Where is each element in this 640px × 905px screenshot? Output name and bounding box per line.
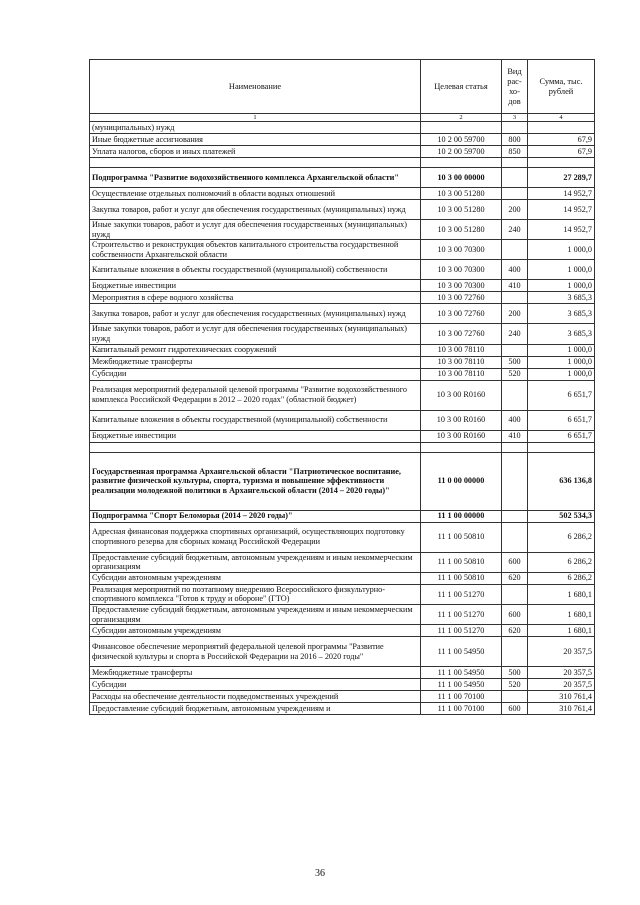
- row-target-article-cell: 10 3 00 70300: [421, 240, 502, 260]
- table-row: [90, 188, 595, 200]
- row-expense-type-cell: 500: [502, 667, 528, 679]
- row-sum-cell: 67,9: [528, 134, 595, 146]
- row-target-article-cell: 11 1 00 70100: [421, 703, 502, 715]
- row-name-cell: Предоставление субсидий бюджетным, автономным учреждениям и иным некоммерческим организациям: [90, 552, 421, 572]
- row-sum-cell: 6 286,2: [528, 552, 595, 572]
- row-sum-cell: 502 534,3: [528, 510, 595, 522]
- table-row: [90, 168, 595, 188]
- table-row: [90, 703, 595, 715]
- table-row: [90, 380, 595, 410]
- row-target-article-cell: [421, 122, 502, 134]
- row-sum-cell: 20 357,5: [528, 667, 595, 679]
- table-row: [90, 410, 595, 430]
- table-row: [90, 584, 595, 604]
- row-name-cell: Бюджетные инвестиции: [90, 430, 421, 442]
- table-row: [90, 292, 595, 304]
- row-name-cell: Расходы на обеспечение деятельности подведомственных учреждений: [90, 691, 421, 703]
- row-target-article-cell: 11 1 00 51270: [421, 604, 502, 624]
- spacer-cell: [90, 158, 421, 168]
- row-sum-cell: 1 680,1: [528, 625, 595, 637]
- row-target-article-cell: 10 3 00 72760: [421, 292, 502, 304]
- row-target-article-cell: 10 3 00 51280: [421, 188, 502, 200]
- row-expense-type-cell: [502, 188, 528, 200]
- table-row: [90, 667, 595, 679]
- row-sum-cell: 1 000,0: [528, 280, 595, 292]
- row-target-article-cell: 10 3 00 R0160: [421, 380, 502, 410]
- row-sum-cell: 6 651,7: [528, 410, 595, 430]
- row-sum-cell: 3 685,3: [528, 292, 595, 304]
- row-target-article-cell: 10 3 00 70300: [421, 260, 502, 280]
- row-sum-cell: 310 761,4: [528, 691, 595, 703]
- row-name-cell: Капитальные вложения в объекты государственной (муниципальной) собственности: [90, 260, 421, 280]
- row-sum-cell: 6 651,7: [528, 430, 595, 442]
- row-expense-type-cell: [502, 510, 528, 522]
- row-sum-cell: 1 680,1: [528, 604, 595, 624]
- row-name-cell: Капитальные вложения в объекты государственной (муниципальной) собственности: [90, 410, 421, 430]
- table-row: [90, 122, 595, 134]
- column-number-4: 4: [528, 114, 595, 122]
- row-name-cell: Мероприятия в сфере водного хозяйства: [90, 292, 421, 304]
- row-sum-cell: 3 685,3: [528, 304, 595, 324]
- table-row: [90, 510, 595, 522]
- table-row: [90, 240, 595, 260]
- row-sum-cell: 14 952,7: [528, 220, 595, 240]
- row-target-article-cell: 11 1 00 50810: [421, 572, 502, 584]
- table-row: [90, 344, 595, 356]
- spacer-cell: [90, 442, 421, 452]
- row-target-article-cell: 10 3 00 R0160: [421, 410, 502, 430]
- row-sum-cell: 14 952,7: [528, 200, 595, 220]
- row-name-cell: Подпрограмма "Спорт Беломорья (2014 – 2020 годы)": [90, 510, 421, 522]
- row-expense-type-cell: [502, 292, 528, 304]
- row-target-article-cell: 10 3 00 R0160: [421, 430, 502, 442]
- row-sum-cell: 3 685,3: [528, 324, 595, 344]
- row-sum-cell: [528, 122, 595, 134]
- row-name-cell: Субсидии автономным учреждениям: [90, 625, 421, 637]
- row-target-article-cell: 10 3 00 78110: [421, 368, 502, 380]
- row-expense-type-cell: 410: [502, 430, 528, 442]
- row-target-article-cell: 10 3 00 00000: [421, 168, 502, 188]
- table-row: [90, 452, 595, 510]
- row-expense-type-cell: [502, 452, 528, 510]
- row-expense-type-cell: 240: [502, 324, 528, 344]
- row-sum-cell: 1 000,0: [528, 344, 595, 356]
- row-name-cell: Межбюджетные трансферты: [90, 667, 421, 679]
- row-target-article-cell: 11 0 00 00000: [421, 452, 502, 510]
- spacer-cell: [528, 158, 595, 168]
- row-target-article-cell: 10 3 00 70300: [421, 280, 502, 292]
- row-target-article-cell: 11 1 00 54950: [421, 679, 502, 691]
- table-row: [90, 134, 595, 146]
- column-number-1: 1: [90, 114, 421, 122]
- row-name-cell: Закупка товаров, работ и услуг для обеспечения государственных (муниципальных) нужд: [90, 304, 421, 324]
- row-name-cell: Иные закупки товаров, работ и услуг для обеспечения государственных (муниципальных) нужд: [90, 324, 421, 344]
- row-name-cell: Реализация мероприятий по поэтапному внедрению Всероссийского физкультурно-спортивного комплекса "Готов к труду и обороне" (ГТО): [90, 584, 421, 604]
- header-name: Наименование: [90, 60, 421, 114]
- row-target-article-cell: 10 3 00 78110: [421, 356, 502, 368]
- row-sum-cell: 6 286,2: [528, 572, 595, 584]
- row-name-cell: Межбюджетные трансферты: [90, 356, 421, 368]
- table-row: [90, 637, 595, 667]
- table-row: [90, 552, 595, 572]
- row-expense-type-cell: 620: [502, 625, 528, 637]
- table-row: [90, 356, 595, 368]
- row-expense-type-cell: [502, 637, 528, 667]
- column-number-2: 2: [421, 114, 502, 122]
- row-name-cell: Субсидии: [90, 368, 421, 380]
- row-sum-cell: 27 289,7: [528, 168, 595, 188]
- row-name-cell: Иные бюджетные ассигнования: [90, 134, 421, 146]
- row-target-article-cell: 10 3 00 72760: [421, 324, 502, 344]
- row-target-article-cell: 10 2 00 59700: [421, 134, 502, 146]
- row-sum-cell: 636 136,8: [528, 452, 595, 510]
- row-expense-type-cell: [502, 240, 528, 260]
- header-expense-type: Вид рас-хо-дов: [502, 60, 528, 114]
- row-expense-type-cell: [502, 380, 528, 410]
- row-name-cell: Уплата налогов, сборов и иных платежей: [90, 146, 421, 158]
- row-name-cell: Финансовое обеспечение мероприятий федеральной целевой программы "Развитие физической культуры и спорта в Российской Федерации на 2016 – 2020 годы": [90, 637, 421, 667]
- row-expense-type-cell: 600: [502, 552, 528, 572]
- row-expense-type-cell: 500: [502, 356, 528, 368]
- row-expense-type-cell: 200: [502, 200, 528, 220]
- row-target-article-cell: 11 1 00 50810: [421, 552, 502, 572]
- table-header-row: [90, 60, 595, 114]
- row-expense-type-cell: 240: [502, 220, 528, 240]
- row-expense-type-cell: 400: [502, 410, 528, 430]
- row-target-article-cell: 11 1 00 70100: [421, 691, 502, 703]
- row-sum-cell: 6 286,2: [528, 522, 595, 552]
- spacer-cell: [421, 158, 502, 168]
- row-sum-cell: 20 357,5: [528, 637, 595, 667]
- table-row: [90, 679, 595, 691]
- row-target-article-cell: 10 2 00 59700: [421, 146, 502, 158]
- row-name-cell: Предоставление субсидий бюджетным, автономным учреждениям и: [90, 703, 421, 715]
- row-sum-cell: 1 680,1: [528, 584, 595, 604]
- table-row: [90, 691, 595, 703]
- row-expense-type-cell: 620: [502, 572, 528, 584]
- row-name-cell: Реализация мероприятий федеральной целевой программы "Развитие водохозяйственного комплекса Российской Федерации в 2012 – 2020 годах" (областной бюджет): [90, 380, 421, 410]
- spacer-cell: [528, 442, 595, 452]
- table-row: [90, 430, 595, 442]
- row-name-cell: Капитальный ремонт гидротехнических сооружений: [90, 344, 421, 356]
- table-row: [90, 280, 595, 292]
- row-target-article-cell: 11 1 00 51270: [421, 625, 502, 637]
- row-name-cell: Осуществление отдельных полномочий в области водных отношений: [90, 188, 421, 200]
- row-expense-type-cell: [502, 584, 528, 604]
- spacer-cell: [421, 442, 502, 452]
- row-expense-type-cell: 200: [502, 304, 528, 324]
- row-sum-cell: 1 000,0: [528, 356, 595, 368]
- table-row: [90, 604, 595, 624]
- table-row: [90, 220, 595, 240]
- row-expense-type-cell: [502, 691, 528, 703]
- row-sum-cell: 6 651,7: [528, 380, 595, 410]
- row-expense-type-cell: [502, 168, 528, 188]
- table-row: [90, 146, 595, 158]
- header-target-article: Целевая статья: [421, 60, 502, 114]
- row-expense-type-cell: [502, 344, 528, 356]
- row-target-article-cell: 11 1 00 54950: [421, 637, 502, 667]
- row-sum-cell: 20 357,5: [528, 679, 595, 691]
- row-name-cell: Субсидии: [90, 679, 421, 691]
- row-name-cell: Государственная программа Архангельской области "Патриотическое воспитание, развитие физической культуры, спорта, туризма и повышение эффективности реализации молодежной политики в Архангельской области (2014 – 2020 годы)": [90, 452, 421, 510]
- row-expense-type-cell: 410: [502, 280, 528, 292]
- row-sum-cell: 1 000,0: [528, 368, 595, 380]
- row-sum-cell: 14 952,7: [528, 188, 595, 200]
- row-expense-type-cell: 850: [502, 146, 528, 158]
- table-row: [90, 368, 595, 380]
- row-sum-cell: 310 761,4: [528, 703, 595, 715]
- row-sum-cell: 1 000,0: [528, 240, 595, 260]
- row-target-article-cell: 10 3 00 51280: [421, 200, 502, 220]
- header-sum: Сумма, тыс. рублей: [528, 60, 595, 114]
- spacer-cell: [502, 158, 528, 168]
- row-name-cell: Иные закупки товаров, работ и услуг для обеспечения государственных (муниципальных) нужд: [90, 220, 421, 240]
- row-sum-cell: 67,9: [528, 146, 595, 158]
- row-target-article-cell: 11 1 00 54950: [421, 667, 502, 679]
- spacer-row: [90, 442, 595, 452]
- row-expense-type-cell: [502, 522, 528, 552]
- table-row: [90, 324, 595, 344]
- row-expense-type-cell: [502, 122, 528, 134]
- row-name-cell: Закупка товаров, работ и услуг для обеспечения государственных (муниципальных) нужд: [90, 200, 421, 220]
- row-expense-type-cell: 600: [502, 703, 528, 715]
- table-row: [90, 260, 595, 280]
- row-expense-type-cell: 800: [502, 134, 528, 146]
- table-row: [90, 200, 595, 220]
- table-row: [90, 522, 595, 552]
- column-number-row: [90, 114, 595, 122]
- row-target-article-cell: 11 1 00 51270: [421, 584, 502, 604]
- row-name-cell: Бюджетные инвестиции: [90, 280, 421, 292]
- row-target-article-cell: 11 1 00 00000: [421, 510, 502, 522]
- row-expense-type-cell: 600: [502, 604, 528, 624]
- row-expense-type-cell: 520: [502, 368, 528, 380]
- spacer-cell: [502, 442, 528, 452]
- table-row: [90, 304, 595, 324]
- row-target-article-cell: 10 3 00 72760: [421, 304, 502, 324]
- row-name-cell: Подпрограмма "Развитие водохозяйственного комплекса Архангельской области": [90, 168, 421, 188]
- row-name-cell: Предоставление субсидий бюджетным, автономным учреждениям и иным некоммерческим организациям: [90, 604, 421, 624]
- row-expense-type-cell: 400: [502, 260, 528, 280]
- row-target-article-cell: 10 3 00 51280: [421, 220, 502, 240]
- page-number: 36: [315, 868, 325, 879]
- row-name-cell: Адресная финансовая поддержка спортивных организаций, осуществляющих подготовку спортивного резерва для сборных команд Российской Федерации: [90, 522, 421, 552]
- row-name-cell: (муниципальных) нужд: [90, 122, 421, 134]
- spacer-row: [90, 158, 595, 168]
- row-target-article-cell: 10 3 00 78110: [421, 344, 502, 356]
- table-row: [90, 625, 595, 637]
- row-target-article-cell: 11 1 00 50810: [421, 522, 502, 552]
- column-number-3: 3: [502, 114, 528, 122]
- row-name-cell: Строительство и реконструкция объектов капитального строительства государственной собственности Архангельской области: [90, 240, 421, 260]
- row-sum-cell: 1 000,0: [528, 260, 595, 280]
- table-row: [90, 572, 595, 584]
- budget-table: [89, 59, 595, 715]
- row-name-cell: Субсидии автономным учреждениям: [90, 572, 421, 584]
- row-expense-type-cell: 520: [502, 679, 528, 691]
